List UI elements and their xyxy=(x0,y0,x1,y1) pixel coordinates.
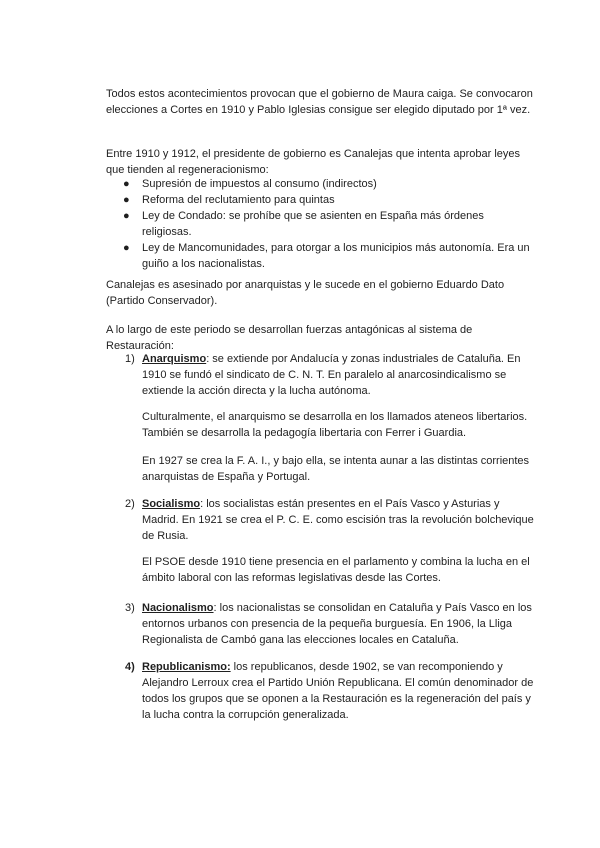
sub-paragraph: El PSOE desde 1910 tiene presencia en el parlamento y combina la lucha en el ámbito laboral con las reformas legislativas desde las Cortes. xyxy=(142,556,530,584)
bullet-icon: ● xyxy=(123,194,130,206)
numbered-item-nacionalismo: 3) Nacionalismo: los nacionalistas se consolidan en Cataluña y País Vasco en los entornos urbanos con presencia de la pequeña burguesía. En 1906, la Lliga Regionalista de Cambó gana las elecciones locales en Cataluña. xyxy=(125,602,532,646)
numbered-item-republicanismo: 4) Republicanismo: los republicanos, desde 1902, se van recomponiendo y Alejandro Lerroux crea el Partido Unión Republicana. El común denominador de todos los grupos que se oponen a la Restauración es la regeneración del país y la lucha contra la corrupción generalizada. xyxy=(125,661,534,721)
paragraph-canalejas: Entre 1910 y 1912, el presidente de gobierno es Canalejas que intenta aprobar leyes que tienden al regeneracionismo: xyxy=(106,148,521,176)
numbered-item-anarquismo: 1) Anarquismo: se extiende por Andalucía y zonas industriales de Cataluña. En 1910 se fundó el sindicato de C. N. T. En paralelo al anarcosindicalismo se extiende la acción directa y la lucha autónoma. xyxy=(125,353,521,397)
item-title: Anarquismo xyxy=(142,353,207,365)
item-number: 3) xyxy=(125,602,135,614)
sub-paragraph: En 1927 se crea la F. A. I., y bajo ella, se intenta aunar a las distintas corrientes anarquistas de España y Portugal. xyxy=(142,455,530,483)
bullet-icon: ● xyxy=(123,210,130,222)
paragraph-dato: Canalejas es asesinado por anarquistas y le sucede en el gobierno Eduardo Dato (Partido Conservador). xyxy=(106,279,505,307)
paragraph-fuerzas: A lo largo de este periodo se desarrollan fuerzas antagónicas al sistema de Restauración: xyxy=(106,324,473,352)
numbered-item-socialismo: 2) Socialismo: los socialistas están presentes en el País Vasco y Asturias y Madrid. En 1921 se crea el P. C. E. como escisión tras la revolución bolchevique de Rusia. xyxy=(125,498,534,542)
item-title: Nacionalismo xyxy=(142,602,214,614)
item-number: 4) xyxy=(125,661,135,673)
item-number: 1) xyxy=(125,353,135,365)
list-item: ● Ley de Condado: se prohíbe que se asienten en España más órdenes religiosas. xyxy=(123,210,484,238)
item-title: Socialismo xyxy=(142,498,201,510)
sub-paragraph: Culturalmente, el anarquismo se desarrolla en los llamados ateneos libertarios. También se desarrolla la pedagogía libertaria con Ferrer i Guardia. xyxy=(142,411,528,439)
list-item: ● Ley de Mancomunidades, para otorgar a los municipios más autonomía. Era un guiño a los nacionalistas. xyxy=(123,242,530,270)
bullet-icon: ● xyxy=(123,178,130,190)
list-item: ● Supresión de impuestos al consumo (indirectos) xyxy=(123,178,377,190)
bullet-icon: ● xyxy=(123,242,130,254)
list-item: ● Reforma del reclutamiento para quintas xyxy=(123,194,335,206)
reform-list xyxy=(106,176,536,272)
paragraph-maura: Todos estos acontecimientos provocan que el gobierno de Maura caiga. Se convocaron elecciones a Cortes en 1910 y Pablo Iglesias consigue ser elegido diputado por 1ª vez. xyxy=(106,88,533,116)
item-title: Republicanismo: xyxy=(142,661,231,673)
item-number: 2) xyxy=(125,498,135,510)
